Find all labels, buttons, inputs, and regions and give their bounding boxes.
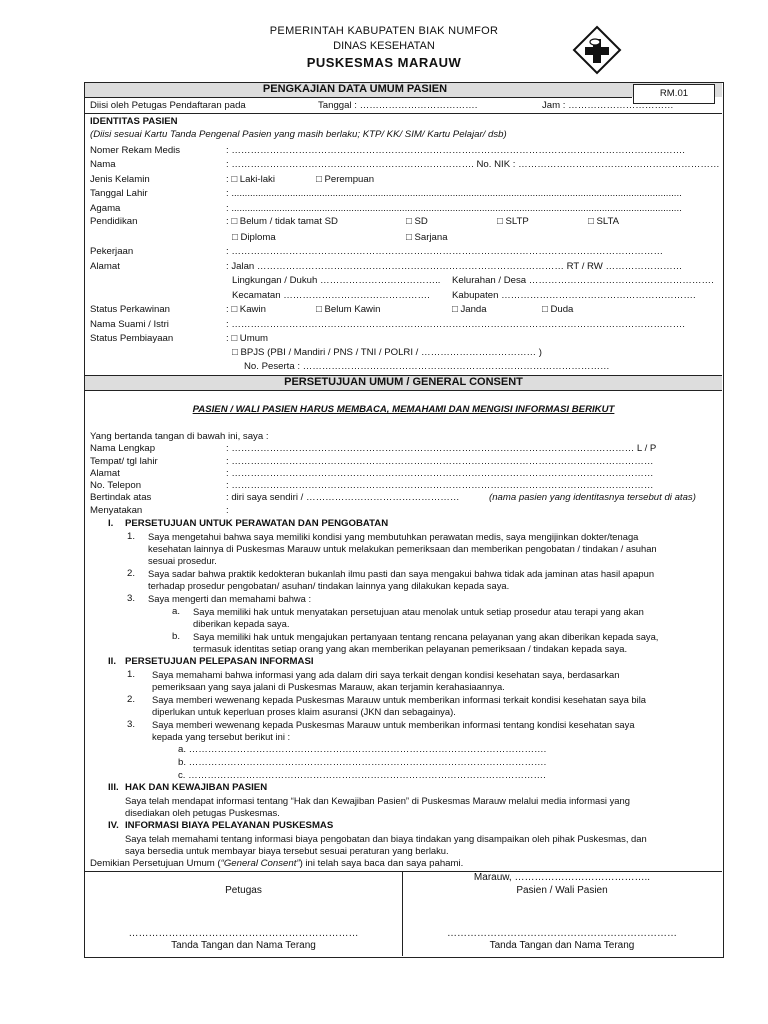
closing-statement: Demikian Persetujuan Umum (“General Consent”) ini telah saya baca dan saya pahami. <box>90 858 464 869</box>
field-label: Alamat <box>90 468 120 479</box>
header-line-2: DINAS KESEHATAN <box>333 40 435 52</box>
full-name-field[interactable]: : ……………………………………………………………………………………………………………… L / P <box>226 443 657 454</box>
section-title: PERSETUJUAN PELEPASAN INFORMASI <box>125 656 314 667</box>
act-for-note: (nama pasien yang identitasnya tersebut di atas) <box>489 492 696 503</box>
medical-record-field[interactable]: : ……………………………………………………………………………………………………………………………. <box>226 145 685 156</box>
officer-signature-line[interactable]: …………………………………………………………… <box>128 928 359 939</box>
field-label: Nama Lengkap <box>90 443 156 454</box>
field-label: Jenis Kelamin <box>90 174 150 185</box>
payment-option-general[interactable]: : □ Umum <box>226 333 269 344</box>
education-option[interactable]: □ SD <box>406 216 428 227</box>
field-label: Pendidikan <box>90 216 138 227</box>
education-option[interactable]: : □ Belum / tidak tamat SD <box>226 216 338 227</box>
spouse-name-field[interactable]: : ……………………………………………………………………………………………………………………………. <box>226 319 685 330</box>
item-number: 2. <box>127 694 136 705</box>
patient-title: Pasien / Wali Pasien <box>516 885 608 896</box>
gender-option-female[interactable]: □ Perempuan <box>316 174 375 185</box>
recipient-blank-a[interactable]: a. …………………………………………………………………………………………………. <box>178 744 547 755</box>
field-label: Tanggal Lahir <box>90 188 148 199</box>
birth-date-field[interactable]: : ......................................................................................................................................................................... <box>226 188 682 199</box>
section-body: Saya telah memahami tentang informasi biaya pengobatan dan biaya tindakan yang disampaikan oleh pihak Puskesmas, dan saya bersedia untuk membayar biaya tersebut sesuai peraturan yang berlaku. <box>125 833 647 857</box>
address-street-field[interactable]: : Jalan …………………………………………………………………………………… RT / RW …………………… <box>226 261 683 272</box>
consent-title: PERSETUJUAN UMUM / GENERAL CONSENT <box>284 376 523 388</box>
puskesmas-logo-icon <box>572 25 622 75</box>
consent-intro: Yang bertanda tangan di bawah ini, saya : <box>90 431 269 442</box>
address-regency-field[interactable]: Kabupaten ……………………………………………………. <box>452 290 696 301</box>
date-field[interactable]: Tanggal : ………………………………. <box>318 100 478 111</box>
participant-number-field[interactable]: No. Peserta : …………………………………………………………………………………… <box>244 361 610 372</box>
item-number: 1. <box>127 669 136 680</box>
field-label: Pekerjaan <box>90 246 134 257</box>
identity-note: (Diisi sesuai Kartu Tanda Pengenal Pasien yang masih berlaku; KTP/ KK/ SIM/ Kartu Pelajar/ dsb) <box>90 129 507 140</box>
consent-item: Saya sadar bahwa praktik kedokteran bukanlah ilmu pasti dan saya mengakui bahwa tidak ada jaminan atas hasil apapun terhadap prosedur pengobatan/ asuhan/ tindakan lainnya yang dilakukan kepada saya. <box>148 568 655 592</box>
section-number: IV. <box>108 820 119 831</box>
address-hamlet-field[interactable]: Lingkungan / Dukuh ……………………………….. <box>232 275 441 286</box>
subitem-letter: a. <box>172 606 181 617</box>
marital-option[interactable]: □ Belum Kawin <box>316 304 381 315</box>
item-number: 1. <box>127 531 136 542</box>
officer-title: Petugas <box>225 885 262 896</box>
education-option[interactable]: □ SLTP <box>497 216 529 227</box>
marital-option[interactable]: : □ Kawin <box>226 304 266 315</box>
section-number: II. <box>108 656 116 667</box>
name-nik-field[interactable]: : …………………………………………………………………. No. NIK : ……………………………………………………… <box>226 159 720 170</box>
education-option[interactable]: □ SLTA <box>588 216 620 227</box>
gender-option-male[interactable]: : □ Laki-laki <box>226 174 275 185</box>
form-code: RM.01 <box>633 84 715 104</box>
consent-item: Saya mengerti dan memahami bahwa : <box>148 593 312 604</box>
field-label: No. Telepon <box>90 480 142 491</box>
form-title: PENGKAJIAN DATA UMUM PASIEN <box>262 83 448 95</box>
marital-option[interactable]: □ Janda <box>452 304 487 315</box>
consent-item: Saya mengetahui bahwa saya memiliki kondisi yang membutuhkan perawatan medis, saya mengijinkan dokter/tenaga kesehatan lainnya di Puskesmas Marauw untuk melakukan pemeriksaan dan memberikan pengobatan / tindakan / asuhan sesuai prosedur. <box>148 531 657 567</box>
field-label: Status Pembiayaan <box>90 333 174 344</box>
declare-colon: : <box>226 505 229 516</box>
divider <box>85 390 722 391</box>
field-label: Nomer Rekam Medis <box>90 145 181 156</box>
place-date-field[interactable]: Marauw, ………………………………….. <box>473 872 651 883</box>
marital-option[interactable]: □ Duda <box>542 304 574 315</box>
section-title: HAK DAN KEWAJIBAN PASIEN <box>125 782 268 793</box>
payment-option-bpjs[interactable]: □ BPJS (PBI / Mandiri / PNS / TNI / POLRI / ……………………………… ) <box>232 347 542 358</box>
occupation-field[interactable]: : ……………………………………………………………………………………………………………………… <box>226 246 664 257</box>
recipient-blank-c[interactable]: c. …………………………………………………………………………………………………. <box>178 770 546 781</box>
patient-signature-line[interactable]: …………………………………………………………… <box>447 928 677 939</box>
divider <box>85 113 722 114</box>
consent-subitem: Saya memiliki hak untuk menyatakan persetujuan atau menolak untuk setiap prosedur atau terapi yang akan diberikan kepada saya. <box>193 606 644 630</box>
patient-signature-caption: Tanda Tangan dan Nama Terang <box>489 940 635 951</box>
officer-signature-caption: Tanda Tangan dan Nama Terang <box>171 940 316 951</box>
section-title: PERSETUJUAN UNTUK PERAWATAN DAN PENGOBATAN <box>125 518 389 529</box>
recipient-blank-b[interactable]: b. …………………………………………………………………………………………………. <box>178 757 547 768</box>
header-line-1: PEMERINTAH KABUPATEN BIAK NUMFOR <box>269 25 499 37</box>
consent-address-field[interactable]: : …………………………………………………………………………………………………………………… <box>226 468 654 479</box>
time-field[interactable]: Jam : …………………………… <box>542 100 674 111</box>
consent-item: Saya memahami bahwa informasi yang ada dalam diri saya terkait dengan kondisi kesehatan saya, berdasarkan pemeriksaan yang saya jalani di Puskesmas Marauw, akan terjamin kerahasiaannya. <box>152 669 620 693</box>
divider <box>85 97 632 98</box>
section-number: I. <box>108 518 114 529</box>
subitem-letter: b. <box>172 631 181 642</box>
identity-title: IDENTITAS PASIEN <box>90 116 178 127</box>
section-body: Saya telah mendapat informasi tentang “Hak dan Kewajiban Pasien” di Puskesmas Marauw melalui media informasi yang disediakan oleh petugas Puskesmas. <box>125 795 630 819</box>
religion-field[interactable]: : ......................................................................................................................................................................... <box>226 203 682 214</box>
item-number: 2. <box>127 568 136 579</box>
education-option[interactable]: □ Diploma <box>232 232 276 243</box>
consent-item: Saya memberi wewenang kepada Puskesmas Marauw untuk memberikan informasi tentang kondisi kesehatan saya kepada yang tersebut berikut ini : <box>152 719 635 743</box>
act-for-field[interactable]: : diri saya sendiri / ………………………………………… <box>226 492 460 503</box>
header-line-3: PUSKESMAS MARAUW <box>306 55 462 70</box>
section-number: III. <box>108 782 119 793</box>
phone-field[interactable]: : …………………………………………………………………………………………………………………… <box>226 480 654 491</box>
address-district-field[interactable]: Kecamatan ………………………………………. <box>232 290 430 301</box>
field-label: Nama <box>90 159 116 170</box>
field-label: Tempat/ tgl lahir <box>90 456 158 467</box>
section-title: INFORMASI BIAYA PELAYANAN PUSKESMAS <box>125 820 334 831</box>
field-label: Alamat <box>90 261 120 272</box>
consent-subtitle: PASIEN / WALI PASIEN HARUS MEMBACA, MEMAHAMI DAN MENGISI INFORMASI BERIKUT <box>192 404 615 415</box>
field-label: Status Perkawinan <box>90 304 170 315</box>
item-number: 3. <box>127 593 136 604</box>
field-label: Menyatakan <box>90 505 143 516</box>
consent-item: Saya memberi wewenang kepada Puskesmas Marauw untuk memberikan informasi terkait kondisi kesehatan saya bila diperlukan untuk keperluan proses klaim asuransi (JKN dan sebagainya). <box>152 694 646 718</box>
filled-by-label: Diisi oleh Petugas Pendaftaran pada <box>90 100 246 111</box>
field-label: Nama Suami / Istri <box>90 319 169 330</box>
consent-subitem: Saya memiliki hak untuk mengajukan pertanyaan tentang rencana pelayanan yang akan diberikan kepada saya, termasuk identitas setiap orang yang akan memberikan pelayanan pemeriksaan / tindakan kepada saya. <box>193 631 659 655</box>
field-label: Agama <box>90 203 121 214</box>
birthplace-date-field[interactable]: : …………………………………………………………………………………………………………………… <box>226 456 654 467</box>
field-label: Bertindak atas <box>90 492 152 503</box>
education-option[interactable]: □ Sarjana <box>406 232 448 243</box>
item-number: 3. <box>127 719 136 730</box>
address-village-field[interactable]: Kelurahan / Desa …………………………………………………. <box>452 275 714 286</box>
